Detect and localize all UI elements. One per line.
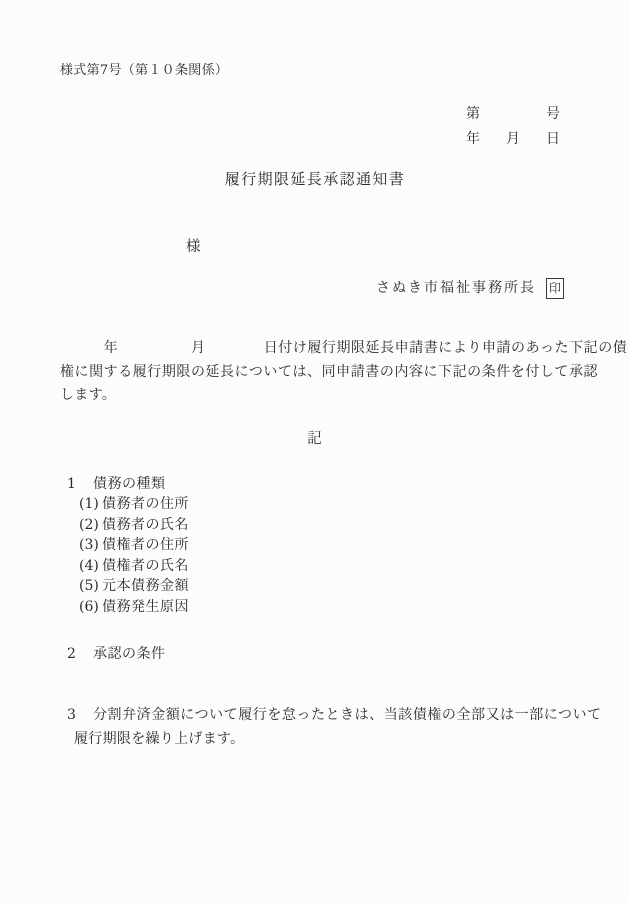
date-day-label: 日 bbox=[546, 131, 560, 147]
section-1-number: 1 bbox=[67, 476, 76, 492]
doc-number-prefix: 第 bbox=[466, 106, 480, 122]
list-item bbox=[79, 597, 189, 618]
debt-detail-list bbox=[79, 494, 189, 618]
addressee-suffix: 様 bbox=[186, 239, 201, 255]
issuer-name: さぬき市福祉事務所長 bbox=[376, 280, 536, 296]
date-month-label: 月 bbox=[506, 131, 520, 147]
document-title: 履行期限延長承認通知書 bbox=[224, 170, 406, 188]
document-number-line bbox=[466, 107, 560, 121]
list-item-label: 債務発生原因 bbox=[102, 598, 189, 615]
list-item-number: (6) bbox=[79, 598, 99, 615]
list-item-label: 元本債務金額 bbox=[102, 578, 189, 595]
section-1-heading bbox=[67, 477, 166, 491]
body-paragraph-line1: 年 月 日付け履行期限延長申請書により申請のあった下記の債 bbox=[60, 340, 628, 356]
list-item-number: (5) bbox=[79, 578, 99, 595]
list-item bbox=[79, 515, 189, 536]
list-item bbox=[79, 494, 189, 515]
seal-placeholder: 印 bbox=[546, 278, 564, 299]
section-3-line1 bbox=[67, 704, 602, 728]
list-item-number: (2) bbox=[79, 516, 99, 533]
section-3-clause bbox=[67, 704, 602, 751]
list-item-number: (3) bbox=[79, 537, 99, 554]
list-item-label: 債権者の住所 bbox=[102, 537, 189, 554]
list-item bbox=[79, 556, 189, 577]
list-item bbox=[79, 576, 189, 597]
doc-number-suffix: 号 bbox=[546, 106, 560, 122]
date-year-label: 年 bbox=[466, 131, 480, 147]
list-item-label: 債務者の住所 bbox=[102, 496, 189, 512]
form-number: 様式第7号（第１０条関係） bbox=[60, 63, 229, 78]
body-paragraph-line3: します。 bbox=[60, 387, 117, 403]
list-item-number: (4) bbox=[79, 557, 99, 574]
list-item-number: (1) bbox=[79, 496, 99, 512]
record-marker: 記 bbox=[307, 431, 323, 447]
body-paragraph bbox=[60, 337, 628, 408]
section-3-line2: 履行期限を繰り上げます。 bbox=[74, 730, 245, 747]
section-2-number: 2 bbox=[67, 646, 76, 662]
section-2-heading bbox=[67, 647, 166, 661]
section-1-title: 債務の種類 bbox=[93, 476, 166, 492]
section-3-number: 3 bbox=[67, 707, 76, 723]
list-item-label: 債権者の氏名 bbox=[102, 557, 189, 574]
list-item-label: 債務者の氏名 bbox=[102, 516, 189, 533]
date-line bbox=[466, 132, 560, 146]
body-paragraph-line2: 権に関する履行期限の延長については、同申請書の内容に下記の条件を付して承認 bbox=[60, 363, 599, 380]
section-2-title: 承認の条件 bbox=[93, 646, 166, 662]
list-item bbox=[79, 535, 189, 556]
section-3-text: 分割弁済金額について履行を怠ったときは、当該債権の全部又は一部について bbox=[93, 707, 602, 723]
